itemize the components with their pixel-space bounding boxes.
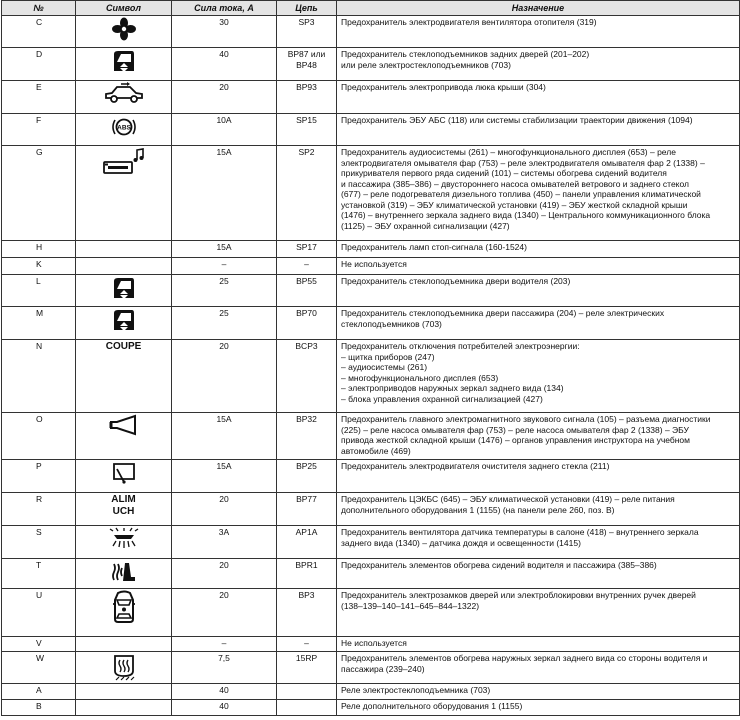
purpose-cell: Предохранитель вентилятора датчика температуры в салоне (418) – внутреннего зеркала заднего вида (1340) – датчика дождя и освещенности (1415) [337,526,740,559]
audio-icon [102,147,146,157]
header-number: № [2,1,76,16]
circuit-cell: SP17 [277,241,337,258]
circuit-cell: – [277,637,337,652]
symbol-cell [76,589,172,637]
table-row [2,275,740,307]
current-cell: 30 [172,16,277,48]
circuit-cell: SP2 [277,146,337,241]
current-cell: 40 [172,684,277,700]
header-purpose: Назначение [337,1,740,16]
purpose-cell: Предохранитель стеклоподъемника двери пассажира (204) – реле электрических стеклоподъемников (703) [337,307,740,340]
current-cell: 20 [172,493,277,526]
fuse-id-cell: D [2,48,76,81]
fuse-id-cell: S [2,526,76,559]
fuse-id-cell: O [2,413,76,460]
current-cell: 20 [172,340,277,413]
purpose-cell: Предохранитель ламп стоп-сигнала (160-1524) [337,241,740,258]
fuse-id-cell: R [2,493,76,526]
circuit-cell: BP70 [277,307,337,340]
power-window-icon [111,49,137,59]
purpose-cell: Предохранитель элементов обогрева наружных зеркал заднего вида со стороны водителя и пассажира (239–240) [337,652,740,684]
symbol-cell [76,16,172,48]
purpose-cell: Не используется [337,258,740,275]
symbol-cell [76,114,172,146]
current-cell: 3A [172,526,277,559]
purpose-cell: Предохранитель отключения потребителей электроэнергии: – щитка приборов (247) – аудиосистемы (261) – многофункционального дисплея (653) – электроприводов наружных зеркал заднего вида (134) – блока управления охранной сигнализацией (427) [337,340,740,413]
table-row [2,684,740,700]
fuse-id-cell: C [2,16,76,48]
power-window-icon [111,276,137,286]
current-cell: 20 [172,589,277,637]
table-row [2,258,740,275]
symbol-cell [76,460,172,493]
symbol-cell [76,340,172,413]
heated-mirror-icon [111,653,137,663]
sunroof-car-icon [103,82,145,92]
fuse-id-cell: G [2,146,76,241]
purpose-cell: Реле дополнительного оборудования 1 (1155) [337,700,740,716]
symbol-cell [76,559,172,589]
circuit-cell [277,700,337,716]
fuse-id-cell: M [2,307,76,340]
circuit-cell: – [277,258,337,275]
interior-light-icon [104,527,144,537]
fuse-id-cell: U [2,589,76,637]
fuse-id-cell: P [2,460,76,493]
circuit-cell: BP93 [277,81,337,114]
circuit-cell: BP3 [277,589,337,637]
table-row [2,460,740,493]
circuit-cell: 15RP [277,652,337,684]
current-cell: – [172,258,277,275]
heated-seat-icon [109,560,139,570]
table-row [2,81,740,114]
symbol-cell [76,700,172,716]
horn-icon [107,414,141,424]
fan-icon [111,17,137,27]
purpose-cell: Предохранитель элементов обогрева сидений водителя и пассажира (385–386) [337,559,740,589]
table-row [2,652,740,684]
current-cell: 7,5 [172,652,277,684]
symbol-cell [76,81,172,114]
circuit-cell: BP25 [277,460,337,493]
table-body [2,16,740,716]
abs-icon [111,115,137,132]
circuit-cell: BCP3 [277,340,337,413]
fuse-id-cell: F [2,114,76,146]
fuse-id-cell: W [2,652,76,684]
table-row [2,589,740,637]
symbol-cell [76,637,172,652]
table-row [2,559,740,589]
current-cell: 25 [172,275,277,307]
fuse-id-cell: T [2,559,76,589]
current-cell: 15A [172,146,277,241]
fuse-id-cell: B [2,700,76,716]
purpose-cell: Предохранитель электродвигателя вентилятора отопителя (319) [337,16,740,48]
purpose-cell: Предохранитель электропривода люка крыши (304) [337,81,740,114]
purpose-cell: Предохранитель электрозамков дверей или электроблокировки внутренних ручек дверей (138–139–140–141–645–844–1322) [337,589,740,637]
current-cell: 25 [172,307,277,340]
circuit-cell [277,684,337,700]
door-lock-car-icon [112,590,136,600]
table-row [2,114,740,146]
fuse-id-cell: H [2,241,76,258]
current-cell: 15A [172,241,277,258]
circuit-cell: BP87 или BP48 [277,48,337,81]
purpose-cell: Предохранитель главного электромагнитного звукового сигнала (105) – разъема диагностики (225) – реле насоса омывателя фар (753) – реле насоса омывателя фар 2 (1338) – ЭБУ привода жесткой складной крыши (1476) – органов управления инструктора на учебном автомобиле (469) [337,413,740,460]
current-cell: 40 [172,48,277,81]
table-row [2,146,740,241]
current-cell: 15A [172,413,277,460]
current-cell: 40 [172,700,277,716]
circuit-cell: BP32 [277,413,337,460]
fuse-id-cell: K [2,258,76,275]
symbol-label: ALIM UCH [111,494,136,517]
circuit-cell: AP1A [277,526,337,559]
symbol-cell [76,526,172,559]
symbol-cell [76,275,172,307]
circuit-cell: BPR1 [277,559,337,589]
table-row [2,48,740,81]
symbol-cell [76,258,172,275]
fuse-id-cell: N [2,340,76,413]
rear-wiper-icon [111,461,137,471]
purpose-cell: Предохранитель ЭБУ АБС (118) или системы стабилизации траектории движения (1094) [337,114,740,146]
purpose-cell: Не используется [337,637,740,652]
purpose-cell: Предохранитель ЦЭКБС (645) – ЭБУ климатической установки (419) – реле питания дополнительного оборудования 1 (1155) (на панели реле 260, поз. B) [337,493,740,526]
table-row [2,16,740,48]
current-cell: 15A [172,460,277,493]
purpose-cell: Предохранитель электродвигателя очистителя заднего стекла (211) [337,460,740,493]
symbol-cell [76,146,172,241]
fuse-id-cell: A [2,684,76,700]
table-row [2,307,740,340]
symbol-cell [76,241,172,258]
circuit-cell: BP55 [277,275,337,307]
power-window-icon [111,308,137,318]
table-row [2,493,740,526]
circuit-cell: SP3 [277,16,337,48]
table-row [2,340,740,413]
header-symbol: Символ [76,1,172,16]
current-cell: 10A [172,114,277,146]
current-cell: 20 [172,81,277,114]
svg-text:ABS: ABS [116,124,131,132]
purpose-cell: Предохранитель аудиосистемы (261) – многофункционального дисплея (653) – реле электродвигателя омывателя фар (753) – реле электродвигателя омывателя фар 2 (1338) – прикуривателя первого ряда сидений (101) – системы обогрева сидений водителя и пассажира (385–386) – двустороннего насоса омывателей ветрового и заднего стекол (677) – реле подогревателя дизельного топлива (450) – панели управления климатической установкой (319) – ЭБУ климатической установки (419) – ЭБУ жесткой складной крыши (1476) – внутреннего зеркала заднего вида (1340) – Центрального коммуникационного блока (1125) – ЭБУ охранной сигнализации (427) [337,146,740,241]
symbol-cell [76,684,172,700]
table-header-row [2,1,740,16]
header-current: Сила тока, А [172,1,277,16]
circuit-cell: BP77 [277,493,337,526]
purpose-cell: Реле электростеклоподъемника (703) [337,684,740,700]
symbol-cell [76,307,172,340]
symbol-cell [76,48,172,81]
table-row [2,700,740,716]
current-cell: 20 [172,559,277,589]
fuse-table [1,0,740,716]
current-cell: – [172,637,277,652]
circuit-cell: SP15 [277,114,337,146]
fuse-id-cell: E [2,81,76,114]
fuse-id-cell: L [2,275,76,307]
header-circuit: Цепь [277,1,337,16]
purpose-cell: Предохранитель стеклоподъемников задних дверей (201–202) или реле электростеклоподъемников (703) [337,48,740,81]
symbol-cell [76,652,172,684]
symbol-cell [76,413,172,460]
purpose-cell: Предохранитель стеклоподъемника двери водителя (203) [337,275,740,307]
symbol-label: COUPE [105,341,142,352]
table-row [2,637,740,652]
table-row [2,413,740,460]
fuse-id-cell: V [2,637,76,652]
table-row [2,526,740,559]
symbol-cell [76,493,172,526]
table-row [2,241,740,258]
